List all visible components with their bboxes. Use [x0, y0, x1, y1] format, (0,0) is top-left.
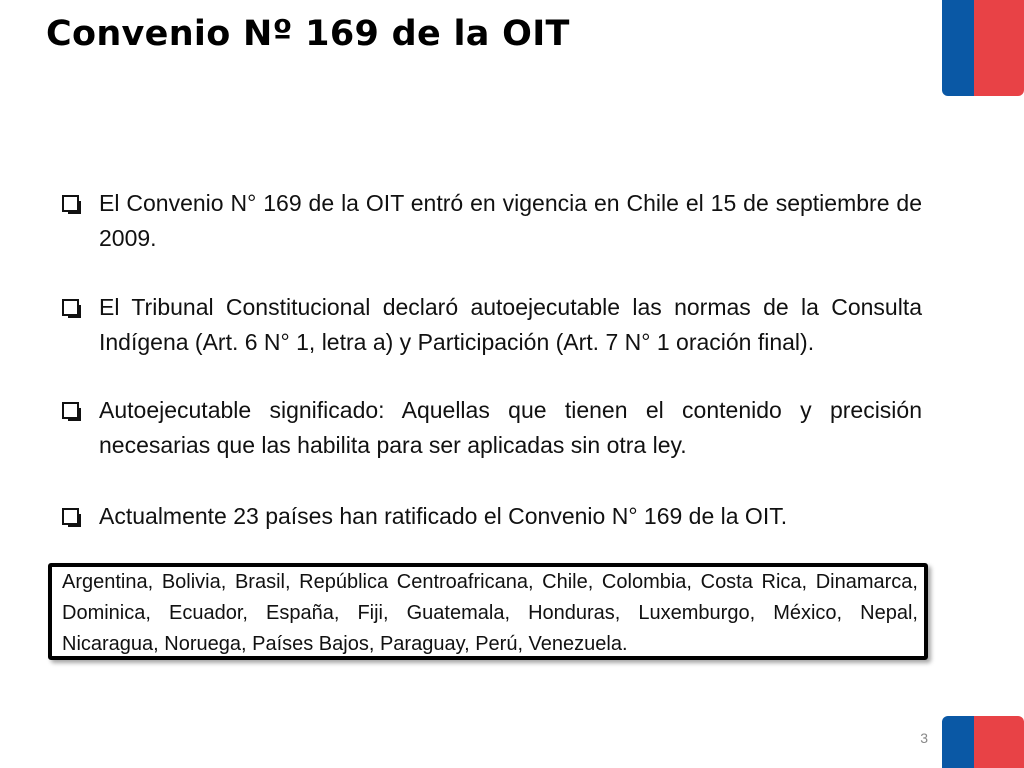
checkbox-bullet-icon: [62, 508, 79, 525]
checkbox-bullet-icon: [62, 402, 79, 419]
flag-blue-bar: [942, 0, 974, 96]
checkbox-bullet-icon: [62, 195, 79, 212]
page-number: 3: [920, 730, 928, 746]
bullet-item: [60, 393, 922, 463]
bullet-item: [60, 186, 922, 256]
bullet-text: Actualmente 23 países han ratificado el Convenio N° 169 de la OIT.: [99, 503, 788, 529]
bullet-list: [60, 186, 922, 534]
flag-stripes-bottom: [942, 716, 1024, 768]
slide-title: Convenio Nº 169 de la OIT: [46, 14, 570, 54]
bullet-item: [60, 290, 922, 360]
checkbox-bullet-icon: [62, 299, 79, 316]
bullet-text: El Convenio N° 169 de la OIT entró en vigencia en Chile el 15 de septiembre de 2009.: [99, 190, 922, 251]
flag-red-bar: [974, 716, 1024, 768]
flag-blue-bar: [942, 716, 974, 768]
bullet-item: [60, 499, 922, 534]
ratifying-countries-box: Argentina, Bolivia, Brasil, República Centroafricana, Chile, Colombia, Costa Rica, Dinamarca, Dominica, Ecuador, España, Fiji, Guatemala, Honduras, Luxemburgo, México, Nepal, Nicaragua, Noruega, Países Bajos, Paraguay, Perú, Venezuela.: [48, 563, 928, 660]
bullet-text: El Tribunal Constitucional declaró autoejecutable las normas de la Consulta Indígena (Art. 6 N° 1, letra a) y Participación (Art. 7 N° 1 oración final).: [99, 294, 922, 355]
flag-stripes-top: [942, 0, 1024, 96]
bullet-text: Autoejecutable significado: Aquellas que tienen el contenido y precisión necesarias que las habilita para ser aplicadas sin otra ley.: [99, 397, 922, 458]
flag-red-bar: [974, 0, 1024, 96]
